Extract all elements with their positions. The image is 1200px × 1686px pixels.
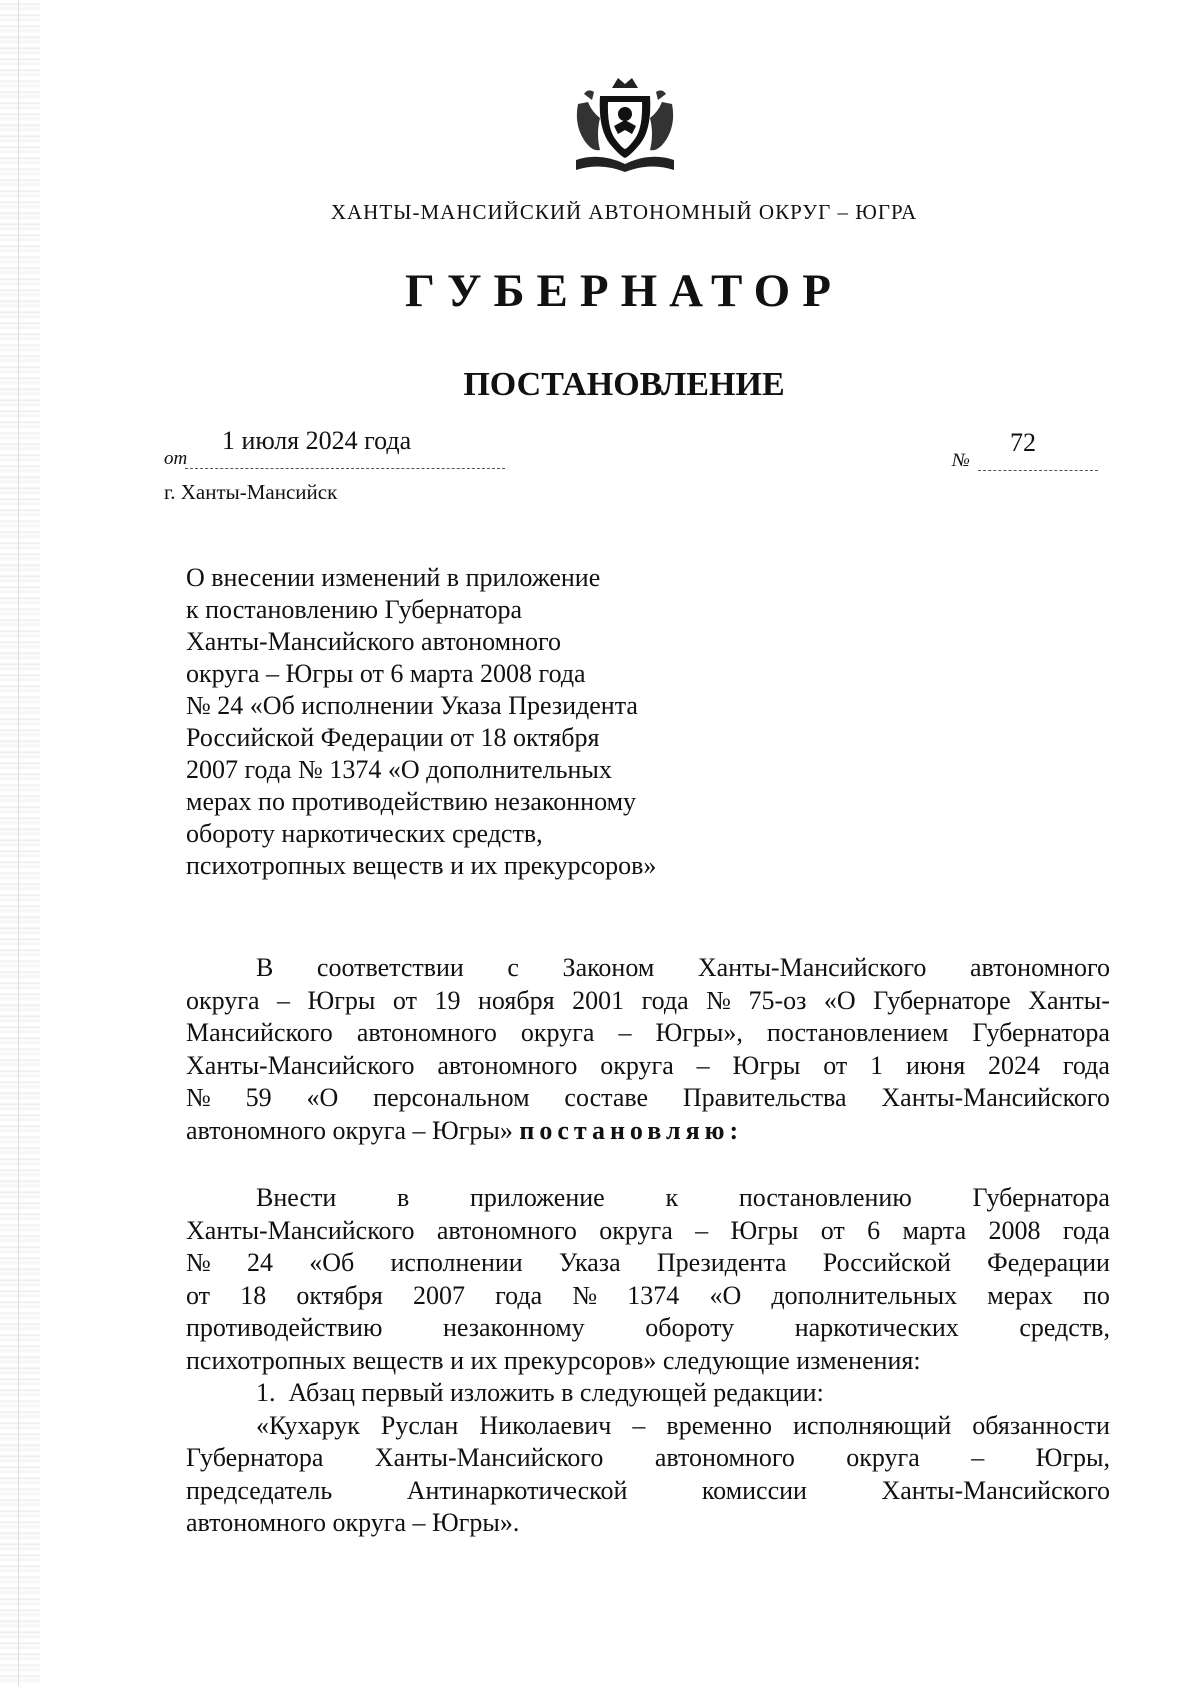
word: округа <box>599 1215 673 1245</box>
scan-edge <box>0 0 40 1686</box>
title-line: Российской Федерации от 18 октября <box>186 723 600 752</box>
word: Губернатора <box>972 1018 1110 1047</box>
word: Антинаркотической <box>406 1475 628 1505</box>
word: – <box>632 1410 646 1440</box>
word: Российской <box>822 1248 951 1277</box>
word: года <box>495 1280 543 1310</box>
word: Правительства <box>682 1083 847 1112</box>
word: Николаевич <box>479 1410 612 1440</box>
word: Ханты-Мансийского <box>186 1215 415 1245</box>
word: исполняющий <box>793 1410 952 1440</box>
para1-line <box>186 1050 1110 1083</box>
word: незаконному <box>442 1313 585 1342</box>
quote-line <box>186 1475 1110 1508</box>
region-name: ХАНТЫ-МАНСИЙСКИЙ АВТОНОМНЫЙ ОКРУГ – ЮГРА <box>330 200 918 224</box>
word: от <box>186 1280 211 1310</box>
word: составе <box>564 1083 649 1112</box>
word: «О <box>709 1280 742 1310</box>
word: Руслан <box>380 1410 459 1440</box>
word: наркотических <box>794 1313 959 1342</box>
word: в <box>397 1183 410 1212</box>
word: исполнении <box>390 1248 523 1277</box>
word: округа <box>600 1050 674 1080</box>
word: «О <box>306 1083 339 1112</box>
document-date: 1 июля 2024 года <box>222 426 412 455</box>
word: с <box>507 953 519 982</box>
word: постановлением <box>766 1018 949 1047</box>
word: № <box>706 985 731 1015</box>
word: № <box>572 1280 598 1310</box>
quote-line <box>186 1442 1110 1475</box>
word: Мансийского <box>186 1018 333 1047</box>
word: постановлению <box>738 1183 912 1212</box>
title-line: мерах по противодействию незаконному <box>186 787 637 816</box>
word: 6 <box>867 1215 881 1245</box>
word: автономного <box>436 1215 577 1245</box>
para1-line <box>186 1115 1110 1148</box>
word: комиссии <box>701 1475 807 1505</box>
para2-line: психотропных веществ и их прекурсоров» следующие изменения: <box>186 1345 921 1375</box>
word: автономного <box>654 1443 795 1472</box>
word: 18 <box>240 1280 267 1310</box>
word: к <box>665 1183 679 1212</box>
word: ноября <box>477 985 555 1015</box>
word: от <box>392 985 417 1015</box>
word: года <box>1062 1050 1110 1080</box>
word: обязанности <box>972 1410 1110 1440</box>
word: автономного <box>356 1018 497 1047</box>
para2-line <box>186 1215 1110 1248</box>
title-line: обороту наркотических средств, <box>186 819 543 848</box>
word: Ханты-Мансийского <box>881 1083 1110 1112</box>
word: – <box>277 985 291 1015</box>
word: Президента <box>656 1248 787 1277</box>
title-line: О внесении изменений в приложение <box>186 563 601 592</box>
word: Ханты-Мансийского <box>374 1443 604 1472</box>
date-label: от <box>164 448 188 469</box>
word: 59 <box>245 1083 272 1112</box>
word: временно <box>666 1410 773 1440</box>
para1-line <box>186 1017 1110 1050</box>
word: Ханты-Мансийского <box>186 1050 415 1080</box>
word: № <box>186 1083 211 1112</box>
number-label: № <box>952 450 970 471</box>
word: округа <box>186 985 260 1015</box>
document-title <box>186 562 656 882</box>
word: приложение <box>470 1183 605 1212</box>
para1-line <box>186 985 1110 1018</box>
document-number: 72 <box>1010 428 1036 457</box>
word: по <box>1082 1280 1110 1310</box>
word: 24 <box>247 1248 274 1277</box>
word: Ханты-Мансийского <box>697 953 927 982</box>
coat-of-arms-emblem <box>570 74 680 176</box>
word: округа <box>846 1443 920 1472</box>
para2-line <box>186 1247 1110 1280</box>
title-line: № 24 «Об исполнении Указа Президента <box>186 691 638 720</box>
word: дополнительных <box>771 1280 958 1310</box>
word: июня <box>905 1050 966 1080</box>
word: Югры <box>730 1215 799 1245</box>
para2-line <box>186 1182 1110 1215</box>
word: 2024 <box>988 1050 1041 1080</box>
word: Законом <box>562 953 655 982</box>
word: Ханты- <box>1028 985 1110 1015</box>
word: «Об <box>309 1248 355 1277</box>
word: Федерации <box>987 1248 1110 1277</box>
word: автономного <box>437 1050 578 1080</box>
word: 75-оз <box>748 985 807 1015</box>
word: года <box>641 985 689 1015</box>
para1-colon: : <box>729 1115 739 1145</box>
word: – <box>618 1018 632 1047</box>
word: председатель <box>186 1475 333 1505</box>
word: от <box>820 1215 845 1245</box>
word: № <box>186 1248 211 1277</box>
quote-line <box>186 1410 1110 1443</box>
para1-line <box>186 952 1110 985</box>
word: округа <box>520 1018 595 1047</box>
word: «О <box>823 985 856 1015</box>
para2-line <box>186 1312 1110 1345</box>
word: Югры <box>732 1050 801 1080</box>
word: года <box>1062 1215 1110 1245</box>
word: мерах <box>987 1280 1053 1310</box>
word: 1374 <box>627 1280 680 1310</box>
paragraph-gap <box>186 1147 1110 1182</box>
word: марта <box>902 1215 967 1245</box>
word: средств, <box>1019 1313 1110 1342</box>
city: г. Ханты-Мансийск <box>164 480 338 504</box>
word: автономного <box>969 953 1110 982</box>
word: Югры, <box>1035 1443 1110 1472</box>
list-item-1: 1. Абзац первый изложить в следующей редакции: <box>256 1378 824 1407</box>
para1-line <box>186 1082 1110 1115</box>
word: Губернатора <box>972 1183 1110 1212</box>
resolve-word: постановляю <box>519 1115 730 1145</box>
word: 19 <box>434 985 461 1015</box>
word: Указа <box>558 1248 621 1277</box>
word: соответствии <box>316 953 464 982</box>
word: Югры <box>307 985 376 1015</box>
para1-text: автономного округа – Югры» <box>186 1115 520 1145</box>
word: Внести <box>256 1183 337 1212</box>
word: 2007 <box>412 1280 465 1310</box>
word: обороту <box>645 1313 735 1342</box>
word: противодействию <box>186 1313 383 1342</box>
word: В <box>256 953 274 982</box>
word: октября <box>296 1280 383 1310</box>
word: 2001 <box>572 985 625 1015</box>
number-underline <box>978 470 1098 471</box>
word: – <box>695 1215 709 1245</box>
para2-line <box>186 1280 1110 1313</box>
word: Губернаторе <box>873 985 1011 1015</box>
word: Ханты-Мансийского <box>881 1475 1110 1505</box>
title-line: округа – Югры от 6 марта 2008 года <box>186 659 586 688</box>
title-line: к постановлению Губернатора <box>186 595 523 624</box>
word: от <box>823 1050 848 1080</box>
word: персональном <box>373 1083 530 1112</box>
word: – <box>971 1443 985 1472</box>
title-line: 2007 года № 1374 «О дополнительных <box>186 755 612 784</box>
title-line: Ханты-Мансийского автономного <box>186 627 562 656</box>
document-body <box>186 952 1110 1540</box>
title-line: психотропных веществ и их прекурсоров» <box>186 851 657 880</box>
word: – <box>696 1050 710 1080</box>
date-underline <box>185 468 505 469</box>
quote-line: автономного округа – Югры». <box>186 1508 520 1537</box>
authority-title: ГУБЕРНАТОР <box>405 265 843 317</box>
word: Югры», <box>655 1018 743 1047</box>
word: «Кухарук <box>256 1410 360 1440</box>
word: Губернатора <box>186 1443 324 1472</box>
word: 1 <box>870 1050 884 1080</box>
word: 2008 <box>988 1215 1041 1245</box>
document-kind: ПОСТАНОВЛЕНИЕ <box>463 366 785 403</box>
